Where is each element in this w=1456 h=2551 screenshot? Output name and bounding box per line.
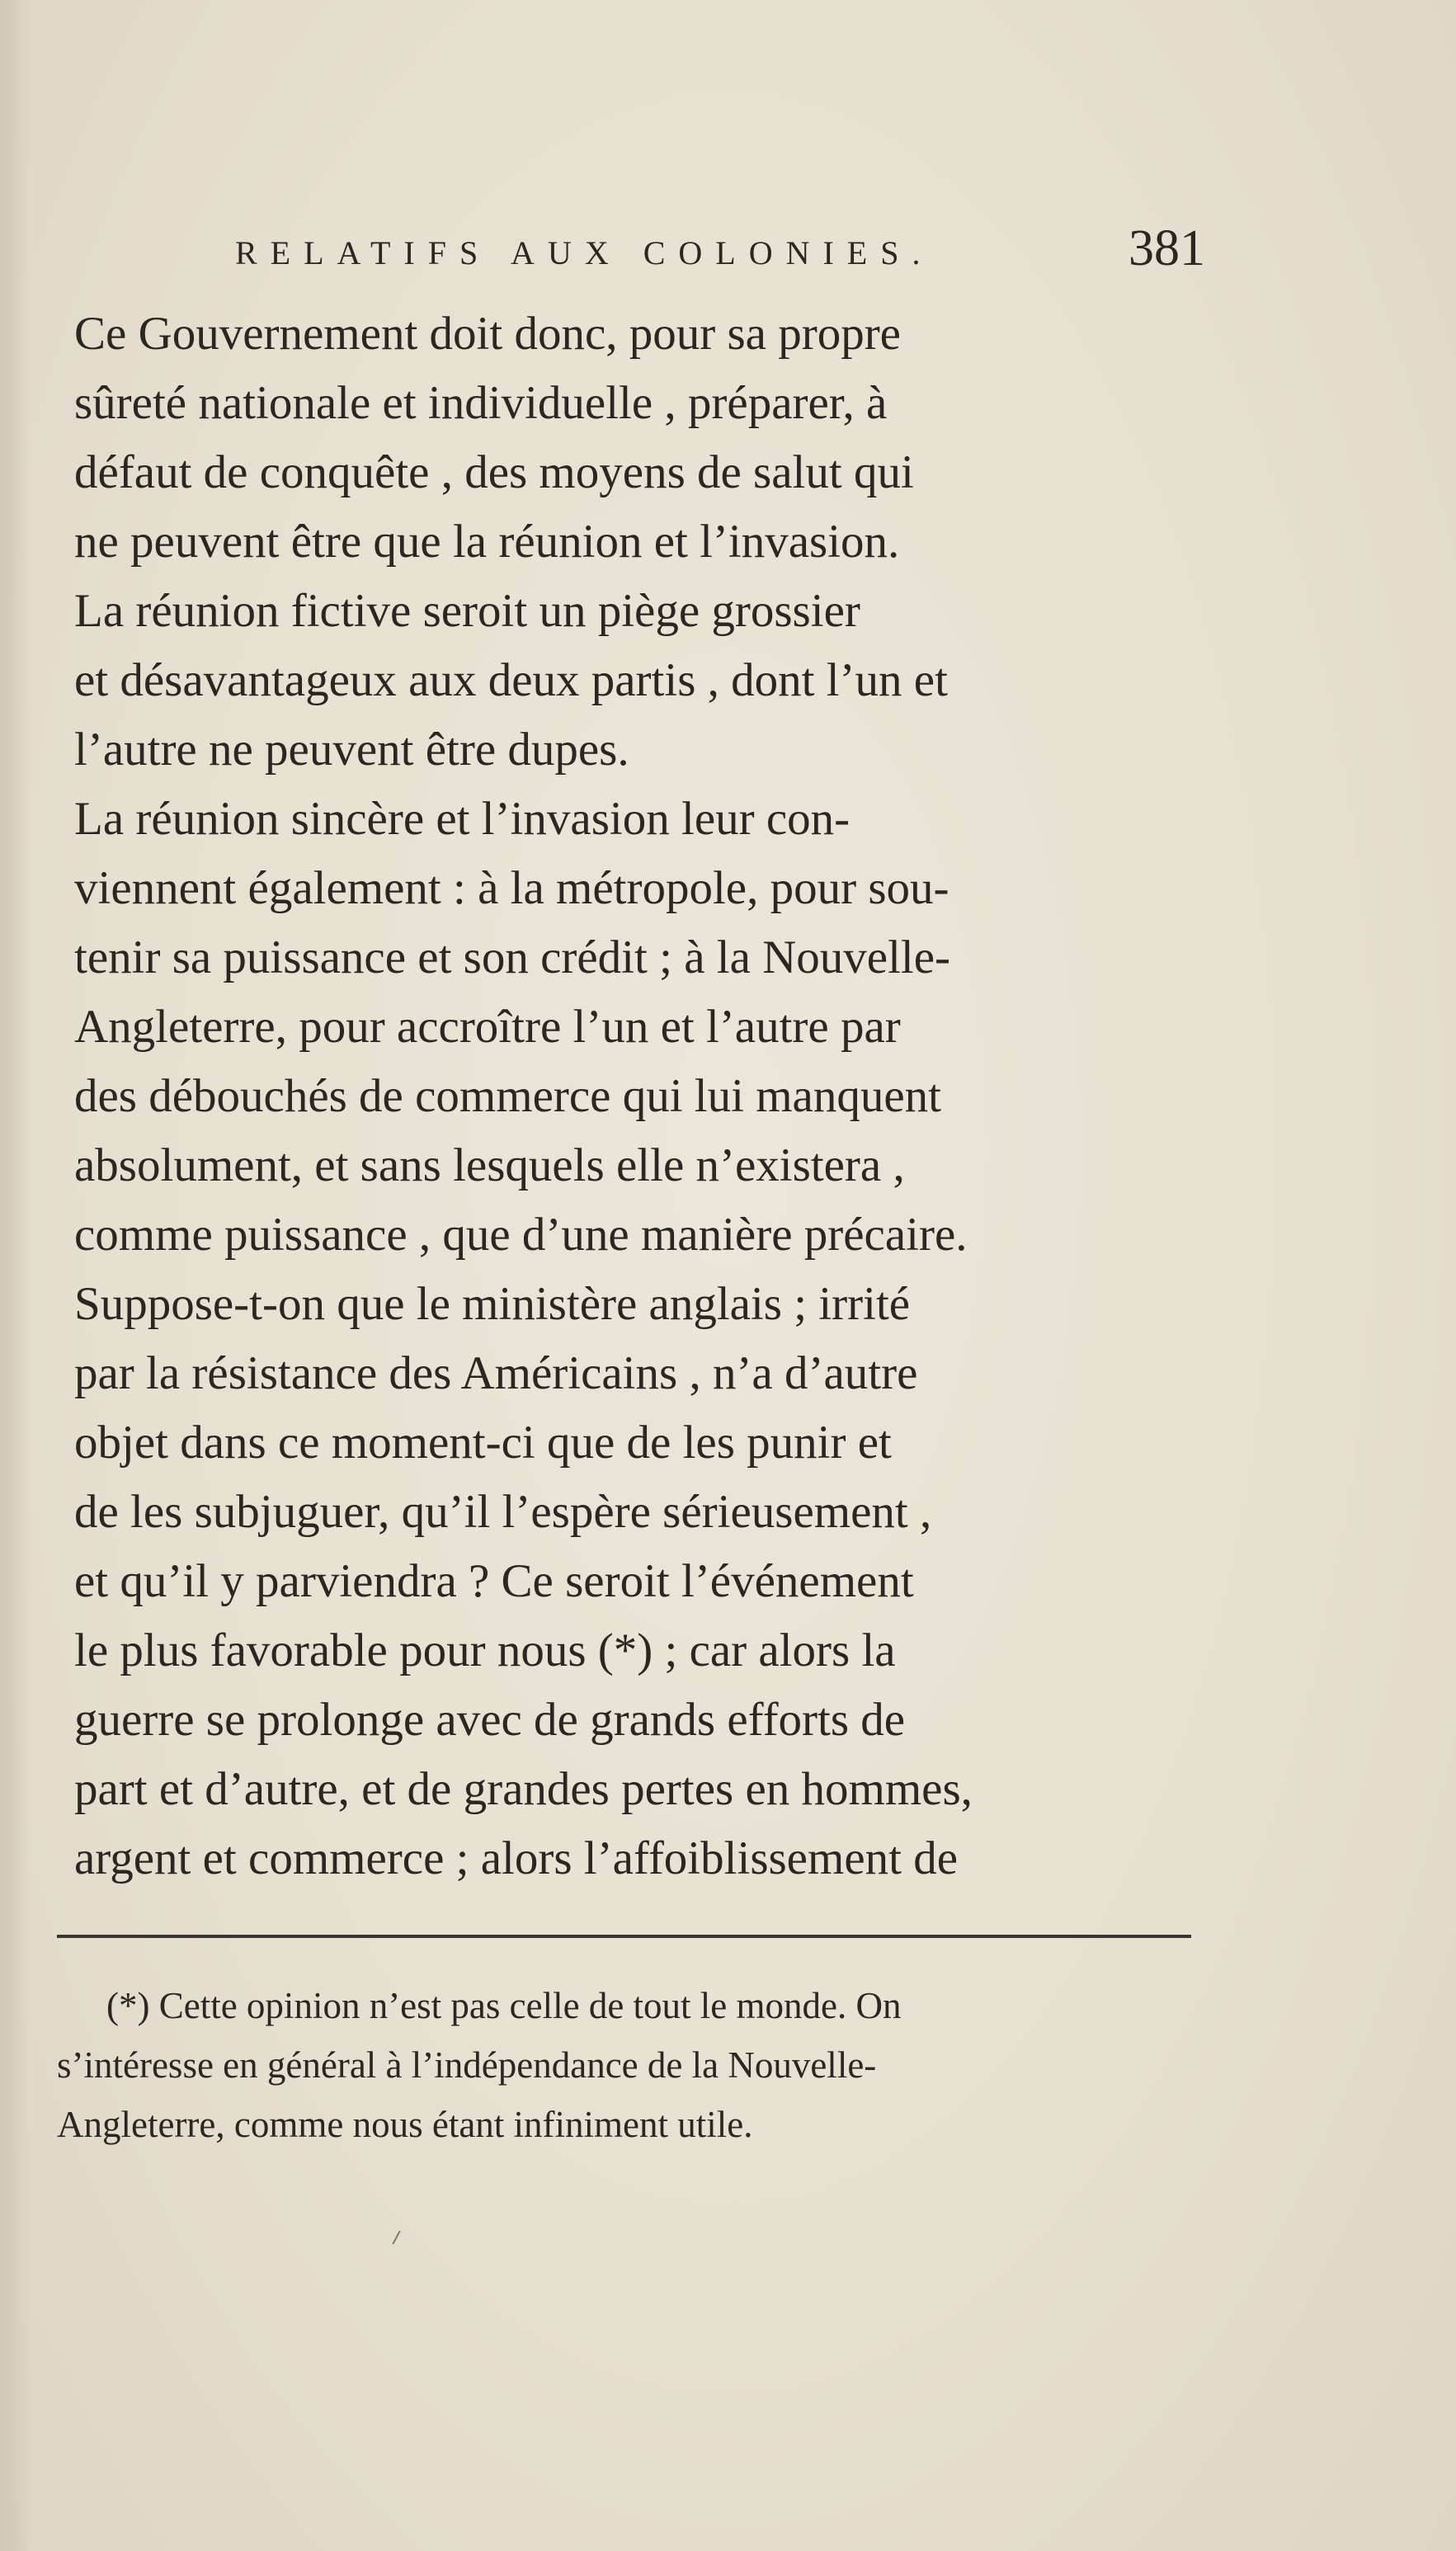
- page-number: 381: [1129, 220, 1205, 276]
- text-line: et désavantageux aux deux partis , dont l’un et: [74, 654, 948, 706]
- text-line: Ce Gouvernement doit donc, pour sa propre: [74, 308, 901, 360]
- ink-speck: [392, 2231, 406, 2248]
- text-line: par la résistance des Américains , n’a d’autre: [74, 1347, 918, 1399]
- running-title: RELATIFS AUX COLONIES.: [235, 234, 934, 271]
- footnote-line: s’intéresse en général à l’indépendance de la Nouvelle-: [57, 2044, 877, 2086]
- text-line: Suppose-t-on que le ministère anglais ; irrité: [74, 1278, 911, 1330]
- text-line: et qu’il y parviendra ? Ce seroit l’événement: [74, 1555, 914, 1607]
- footnote-line: Angleterre, comme nous étant infiniment utile.: [57, 2104, 753, 2145]
- text-line: de les subjuguer, qu’il l’espère sérieusement ,: [74, 1486, 932, 1538]
- text-line: sûreté nationale et individuelle , préparer, à: [74, 377, 888, 429]
- text-line: absolument, et sans lesquels elle n’existera ,: [74, 1139, 905, 1191]
- text-line: La réunion sincère et l’invasion leur con-: [74, 793, 851, 845]
- page-gutter-shadow: [0, 0, 31, 2551]
- text-line: Angleterre, pour accroître l’un et l’autre par: [74, 1001, 901, 1053]
- text-line: tenir sa puissance et son crédit ; à la Nouvelle-: [74, 931, 951, 983]
- text-line: défaut de conquête , des moyens de salut qui: [74, 446, 914, 498]
- text-line: ne peuvent être que la réunion et l’invasion.: [74, 516, 900, 568]
- text-line: guerre se prolonge avec de grands efforts de: [74, 1694, 906, 1746]
- text-line: l’autre ne peuvent être dupes.: [74, 724, 629, 776]
- text-line: viennent également : à la métropole, pour sou-: [74, 862, 949, 914]
- footnote-divider: [57, 1935, 1191, 1938]
- text-line: comme puissance , que d’une manière précaire.: [74, 1209, 968, 1261]
- text-line: La réunion fictive seroit un piège grossier: [74, 585, 860, 637]
- text-line: part et d’autre, et de grandes pertes en hommes,: [74, 1763, 973, 1815]
- footnote-line: (*) Cette opinion n’est pas celle de tout le monde. On: [106, 1985, 902, 2026]
- text-line: argent et commerce ; alors l’affoiblissement de: [74, 1832, 959, 1884]
- text-line: objet dans ce moment-ci que de les punir et: [74, 1417, 892, 1469]
- text-line: le plus favorable pour nous (*) ; car alors la: [74, 1624, 896, 1676]
- running-head: [0, 0, 1456, 297]
- text-line: des débouchés de commerce qui lui manquent: [74, 1070, 941, 1122]
